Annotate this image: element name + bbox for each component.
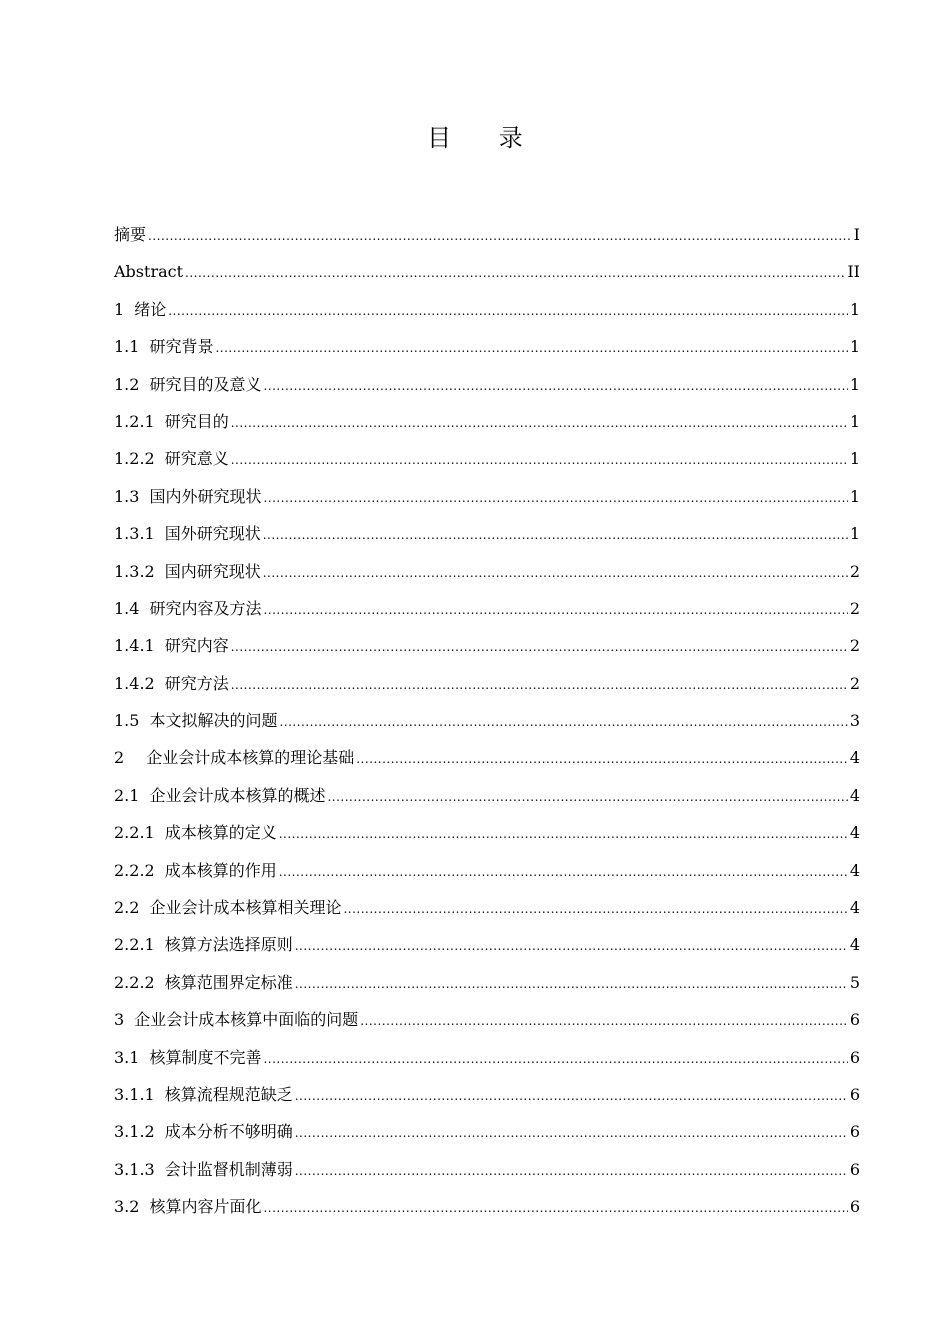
toc-entry-number: 1.3.1 [114, 524, 155, 544]
toc-entry[interactable] [114, 478, 860, 515]
toc-entry-label: 研究内容及方法 [149, 598, 262, 618]
toc-entry-number: 2.1 [114, 785, 140, 805]
toc-leader-dots [295, 926, 848, 963]
toc-entry[interactable] [114, 403, 860, 440]
toc-entry-page: 1 [849, 449, 860, 469]
toc-leader-dots [356, 739, 848, 776]
toc-entry-label: 核算制度不完善 [149, 1047, 262, 1067]
toc-entry-page: I [853, 225, 860, 244]
toc-entry-label: 核算方法选择原则 [164, 935, 293, 955]
toc-entry-label: 研究意义 [164, 449, 229, 469]
toc-leader-dots [279, 814, 848, 851]
toc-entry-page: 4 [849, 860, 860, 880]
toc-entry-page: 4 [849, 935, 860, 955]
toc-entry-label: 绪论 [134, 299, 167, 319]
toc-entry-label: 本文拟解决的问题 [149, 711, 278, 731]
toc-entry-label: 研究目的 [164, 411, 229, 431]
toc-entry[interactable] [114, 889, 860, 926]
toc-leader-dots [263, 366, 847, 403]
toc-entry[interactable] [114, 253, 860, 290]
toc-entry-number: 1.4.1 [114, 636, 155, 656]
toc-leader-dots [231, 665, 848, 702]
toc-entry-page: 6 [849, 1047, 860, 1067]
toc-entry[interactable] [114, 627, 860, 664]
toc-entry[interactable] [114, 702, 860, 739]
toc-entry-page: 4 [849, 898, 860, 918]
toc-entry-page: 1 [849, 337, 860, 357]
toc-entry-label: 研究方法 [164, 673, 229, 693]
toc-entry[interactable] [114, 852, 860, 889]
toc-entry-number: 3.1.3 [114, 1159, 155, 1179]
toc-entry-label: 成本分析不够明确 [164, 1122, 293, 1142]
toc-entry-page: 2 [849, 598, 860, 618]
toc-entry-page: 1 [849, 411, 860, 431]
toc-leader-dots [263, 553, 848, 590]
toc-entry-number: 2.2.1 [114, 823, 155, 843]
toc-entry-number: 3 [114, 1010, 125, 1030]
toc-entry-page: II [847, 262, 860, 282]
toc-entry[interactable] [114, 739, 860, 776]
toc-leader-dots [215, 328, 847, 365]
toc-leader-dots [295, 964, 848, 1001]
toc-entry[interactable] [114, 777, 860, 814]
toc-entry-page: 1 [849, 486, 860, 506]
toc-entry-number: 1.2 [114, 374, 140, 394]
toc-entry-page: 1 [849, 299, 860, 319]
toc-entry[interactable] [114, 1001, 860, 1038]
toc-entry-number: 3.1 [114, 1047, 140, 1067]
toc-entry-number: 1 [114, 299, 125, 319]
toc-entry-page: 2 [849, 561, 860, 581]
toc-entry-label: 核算流程规范缺乏 [164, 1084, 293, 1104]
toc-entry-number: 1.2.2 [114, 449, 155, 469]
toc-entry[interactable] [114, 328, 860, 365]
toc-entry-label: 企业会计成本核算中面临的问题 [134, 1010, 359, 1030]
toc-entry-label: 国内研究现状 [164, 561, 261, 581]
toc-entry-number: 2 [114, 748, 125, 768]
toc-leader-dots [263, 1039, 847, 1076]
toc-entry-number: 3.2 [114, 1197, 140, 1217]
toc-entry-label: 企业会计成本核算相关理论 [149, 898, 342, 918]
toc-entry-page: 6 [849, 1084, 860, 1104]
toc-entry[interactable] [114, 440, 860, 477]
toc-entry-number: 3.1.2 [114, 1122, 155, 1142]
toc-entry-label: 国外研究现状 [164, 524, 261, 544]
toc-entry-number: 1.3 [114, 486, 140, 506]
toc-entry-number: 1.3.2 [114, 561, 155, 581]
toc-entry-page: 2 [849, 673, 860, 693]
toc-leader-dots [295, 1113, 848, 1150]
toc-entry-page: 6 [849, 1197, 860, 1217]
toc-entry-page: 6 [849, 1122, 860, 1142]
toc-entry-number: 1.1 [114, 337, 140, 357]
toc-entry-page: 6 [849, 1010, 860, 1030]
toc-entry-number: 3.1.1 [114, 1084, 155, 1104]
toc-entry-page: 1 [849, 374, 860, 394]
toc-entry-label: 成本核算的作用 [164, 860, 277, 880]
toc-leader-dots [295, 1076, 848, 1113]
toc-leader-dots [168, 291, 848, 328]
toc-entry[interactable] [114, 1113, 860, 1150]
toc-leader-dots [185, 253, 845, 290]
toc-entry-page: 3 [849, 711, 860, 731]
toc-entry-number: 1.2.1 [114, 411, 155, 431]
toc-entry[interactable] [114, 553, 860, 590]
toc-leader-dots [327, 777, 847, 814]
toc-leader-dots [263, 478, 847, 515]
toc-entry-number: 2.2.2 [114, 860, 155, 880]
toc-entry-number: 2.2 [114, 898, 140, 918]
toc-entry-label: 企业会计成本核算的理论基础 [146, 748, 355, 768]
toc-entry[interactable] [114, 366, 860, 403]
toc-leader-dots [148, 216, 852, 253]
toc-entry[interactable] [114, 814, 860, 851]
toc-entry[interactable] [114, 590, 860, 627]
toc-entry[interactable] [114, 515, 860, 552]
toc-entry-page: 4 [849, 785, 860, 805]
toc-entry-label: 成本核算的定义 [164, 823, 277, 843]
table-of-contents [114, 216, 860, 1226]
toc-leader-dots [263, 515, 848, 552]
toc-leader-dots [279, 702, 847, 739]
toc-entry-label: 核算范围界定标准 [164, 972, 293, 992]
toc-entry-label: Abstract [114, 262, 184, 282]
toc-entry[interactable] [114, 1188, 860, 1225]
toc-entry-page: 4 [849, 823, 860, 843]
toc-leader-dots [279, 852, 848, 889]
toc-leader-dots [343, 889, 847, 926]
toc-entry[interactable] [114, 1076, 860, 1113]
toc-leader-dots [231, 627, 848, 664]
toc-entry[interactable] [114, 1039, 860, 1076]
toc-leader-dots [263, 1188, 847, 1225]
toc-entry[interactable] [114, 291, 860, 328]
toc-entry[interactable] [114, 216, 860, 253]
toc-entry-number: 1.4 [114, 598, 140, 618]
toc-entry-label: 企业会计成本核算的概述 [149, 785, 326, 805]
toc-leader-dots [295, 1151, 848, 1188]
toc-entry-page: 4 [849, 748, 860, 768]
toc-entry-label: 核算内容片面化 [149, 1197, 262, 1217]
toc-entry[interactable] [114, 926, 860, 963]
toc-leader-dots [231, 403, 848, 440]
toc-entry-page: 2 [849, 636, 860, 656]
toc-leader-dots [360, 1001, 848, 1038]
toc-entry[interactable] [114, 964, 860, 1001]
toc-entry-label: 摘要 [114, 225, 147, 244]
toc-entry-page: 5 [849, 972, 860, 992]
toc-entry-label: 研究内容 [164, 636, 229, 656]
toc-entry-label: 研究目的及意义 [149, 374, 262, 394]
toc-entry-number: 1.5 [114, 711, 140, 731]
toc-entry-number: 2.2.1 [114, 935, 155, 955]
page-title: 目 录 [427, 124, 543, 152]
toc-entry-label: 研究背景 [149, 337, 214, 357]
toc-entry-number: 1.4.2 [114, 673, 155, 693]
toc-entry[interactable] [114, 665, 860, 702]
toc-entry[interactable] [114, 1151, 860, 1188]
toc-entry-number: 2.2.2 [114, 972, 155, 992]
toc-entry-label: 会计监督机制薄弱 [164, 1159, 293, 1179]
toc-leader-dots [231, 440, 848, 477]
toc-entry-page: 6 [849, 1159, 860, 1179]
toc-entry-page: 1 [849, 524, 860, 544]
toc-entry-label: 国内外研究现状 [149, 486, 262, 506]
toc-leader-dots [263, 590, 847, 627]
